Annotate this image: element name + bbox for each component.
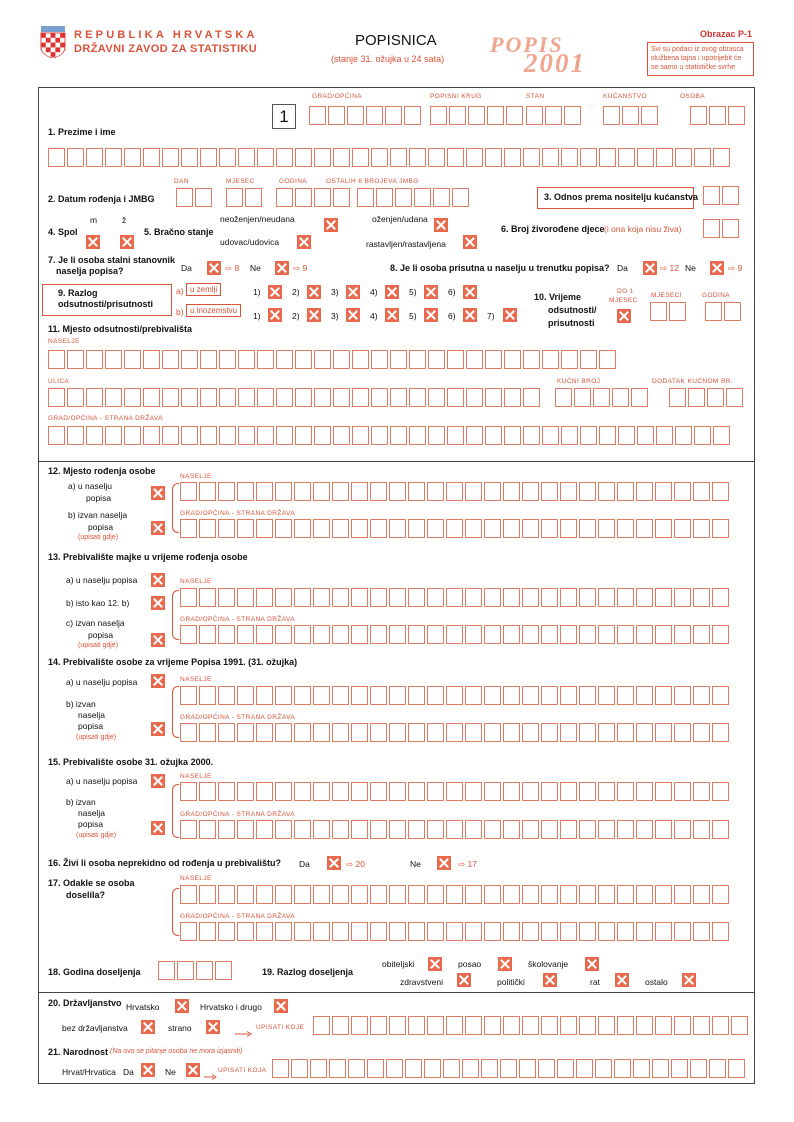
label-do1-mjesec: MJESEC bbox=[609, 297, 638, 304]
q7-yes-goto: ⇨ 8 bbox=[225, 263, 240, 273]
q13-b-label: b) isto kao 12. b) bbox=[66, 598, 130, 608]
q21-no-label: Ne bbox=[165, 1067, 176, 1077]
q13-c-label: c) izvan naselja bbox=[66, 618, 125, 628]
q9a-opt5-checkbox[interactable] bbox=[424, 285, 438, 299]
q10-label-2: odsutnosti/ bbox=[548, 305, 597, 315]
q19-opt7-label: ostalo bbox=[645, 977, 668, 987]
label-jmbg: OSTALIH 6 BROJEVA JMBG bbox=[326, 178, 419, 185]
q9-b-tag: u inozemstvu bbox=[186, 304, 241, 317]
q7-yes-label: Da bbox=[181, 263, 192, 273]
q19-opt2-label: posao bbox=[458, 959, 482, 969]
q9b-opt2-label: 2) bbox=[292, 311, 300, 321]
q20-write-label: UPISATI KOJE bbox=[256, 1024, 305, 1031]
q15-b-note: (upisati gdje) bbox=[76, 832, 117, 839]
q12-b-label: b) izvan naselja bbox=[68, 510, 128, 520]
q9b-opt2-checkbox[interactable] bbox=[307, 308, 321, 322]
q9a-opt5-label: 5) bbox=[409, 287, 417, 297]
birth-day-boxes[interactable] bbox=[176, 188, 214, 207]
q9a-opt4-label: 4) bbox=[370, 287, 378, 297]
q16-yes-label: Da bbox=[299, 859, 310, 869]
q12-b-checkbox[interactable] bbox=[151, 521, 165, 535]
census-logo bbox=[488, 34, 638, 78]
label-grad-opcina: GRAD/OPĆINA bbox=[312, 93, 362, 100]
section-divider bbox=[38, 992, 755, 993]
q8-no-goto: ⇨ 9 bbox=[728, 263, 743, 273]
q20-opt3-checkbox[interactable] bbox=[141, 1020, 155, 1034]
republic-name: REPUBLIKA HRVATSKA bbox=[74, 29, 258, 41]
q15-b-label-2: naselja bbox=[78, 808, 105, 818]
q15-a-checkbox[interactable] bbox=[151, 774, 165, 788]
coat-of-arms-icon bbox=[40, 26, 66, 58]
q21-nationality-boxes[interactable] bbox=[272, 1059, 747, 1078]
q14-b-checkbox[interactable] bbox=[151, 722, 165, 736]
q16-yes-goto: ⇨ 20 bbox=[346, 859, 365, 869]
q20-opt4-checkbox[interactable] bbox=[206, 1020, 220, 1034]
q14-b-note: (upisati gdje) bbox=[76, 734, 117, 741]
institute-name: DRŽAVNI ZAVOD ZA STATISTIKU bbox=[74, 43, 258, 55]
logo-word: POPIS bbox=[490, 32, 564, 57]
q12-grad-label: GRAD/OPĆINA - STRANA DRŽAVA bbox=[180, 510, 295, 517]
osoba-boxes[interactable] bbox=[690, 106, 747, 125]
q9a-opt3-label: 3) bbox=[331, 287, 339, 297]
q9a-opt4-checkbox[interactable] bbox=[385, 285, 399, 299]
label-mjesec: MJESEC bbox=[226, 178, 255, 185]
q9b-opt1-checkbox[interactable] bbox=[268, 308, 282, 322]
label-popisni-krug: POPISNI KRUG bbox=[430, 93, 482, 100]
q9b-opt3-label: 3) bbox=[331, 311, 339, 321]
under-month-checkbox[interactable] bbox=[617, 309, 631, 323]
q14-a-label: a) u naselju popisa bbox=[66, 677, 138, 687]
q14-naselje-boxes[interactable] bbox=[180, 686, 731, 705]
q15-naselje-label: NASELJE bbox=[180, 773, 212, 780]
q12-a-checkbox[interactable] bbox=[151, 486, 165, 500]
stan-boxes[interactable] bbox=[526, 106, 583, 125]
q13-label: 13. Prebivalište majke u vrijeme rođenja osobe bbox=[48, 552, 248, 562]
q19-opt4-label: zdravstveni bbox=[400, 977, 443, 987]
q19-opt1-label: obiteljski bbox=[382, 959, 415, 969]
q16-no-checkbox[interactable] bbox=[437, 856, 451, 870]
q12-a-label-2: popisa bbox=[86, 493, 112, 503]
q21-yes-checkbox[interactable] bbox=[141, 1063, 155, 1077]
q9a-opt3-checkbox[interactable] bbox=[346, 285, 360, 299]
q19-opt5-checkbox[interactable] bbox=[543, 973, 557, 987]
q14-label: 14. Prebivalište osobe za vrijeme Popisa 1991. (31. ožujka) bbox=[48, 657, 298, 667]
confidentiality-notice: Svi su podaci iz ovog obrasca službena tajna i upotrijebit će se samo u statističke svrhe bbox=[647, 42, 754, 76]
q9-a-letter: a) bbox=[176, 286, 184, 296]
q21-yes-label: Da bbox=[123, 1067, 134, 1077]
q7-label: 7. Je li osoba stalni stanovnik bbox=[48, 255, 176, 265]
divorced-checkbox[interactable] bbox=[463, 235, 477, 249]
single-checkbox[interactable] bbox=[324, 218, 338, 232]
q12-naselje-label: NASELJE bbox=[180, 473, 212, 480]
q16-no-goto: ⇨ 17 bbox=[458, 859, 477, 869]
q12-b-note: (upisati gdje) bbox=[78, 534, 119, 541]
birth-month-boxes[interactable] bbox=[226, 188, 264, 207]
q11-grad-label: GRAD/OPĆINA - STRANA DRŽAVA bbox=[48, 415, 163, 422]
label-divorced: rastavljen/rastavljena bbox=[366, 239, 446, 249]
q21-opt-label: Hrvat/Hrvatica bbox=[62, 1067, 116, 1077]
q15-b-checkbox[interactable] bbox=[151, 821, 165, 835]
q9b-opt5-label: 5) bbox=[409, 311, 417, 321]
q17-naselje-label: NASELJE bbox=[180, 875, 212, 882]
female-checkbox[interactable] bbox=[120, 235, 134, 249]
q9a-opt1-label: 1) bbox=[253, 287, 261, 297]
q9b-opt6-label: 6) bbox=[448, 311, 456, 321]
q18-year-boxes[interactable] bbox=[158, 961, 234, 980]
q21-label: 21. Narodnost bbox=[48, 1047, 109, 1057]
q8-yes-label: Da bbox=[617, 263, 628, 273]
q9b-opt3-checkbox[interactable] bbox=[346, 308, 360, 322]
q15-a-label: a) u naselju popisa bbox=[66, 776, 138, 786]
jmbg-boxes[interactable] bbox=[357, 188, 471, 207]
q15-b-label-3: popisa bbox=[78, 819, 104, 829]
q11-label: 11. Mjesto odsutnosti/prebivališta bbox=[48, 324, 193, 334]
q7-label-2: naselja popisa? bbox=[56, 266, 124, 276]
q14-brace bbox=[172, 686, 179, 738]
q11-naselje-boxes[interactable] bbox=[48, 350, 618, 369]
q21-no-checkbox[interactable] bbox=[186, 1063, 200, 1077]
q21-note: (Na ovo se pitanje osoba ne mora izjasniti) bbox=[110, 1048, 243, 1055]
q11-grad-boxes[interactable] bbox=[48, 426, 732, 445]
q13-brace bbox=[172, 590, 179, 640]
q8-no-label: Ne bbox=[685, 263, 696, 273]
q19-opt1-checkbox[interactable] bbox=[428, 957, 442, 971]
q13-c-note: (upisati gdje) bbox=[78, 642, 119, 649]
q6-note: (i ona koja nisu živa) bbox=[604, 224, 682, 234]
logo-year: 2001 bbox=[524, 48, 586, 78]
popisni-krug-boxes[interactable] bbox=[430, 106, 525, 125]
q15-brace bbox=[172, 784, 179, 838]
q9b-opt5-checkbox[interactable] bbox=[424, 308, 438, 322]
q7-yes-checkbox[interactable] bbox=[207, 261, 221, 275]
q9a-opt1-checkbox[interactable] bbox=[268, 285, 282, 299]
label-dan: DAN bbox=[174, 178, 189, 185]
q1-label: 1. Prezime i ime bbox=[48, 127, 116, 137]
q14-b-label-2: naselja bbox=[78, 710, 105, 720]
q9b-opt4-label: 4) bbox=[370, 311, 378, 321]
q12-b-label-2: popisa bbox=[88, 522, 114, 532]
q21-write-label: UPISATI KOJA bbox=[218, 1067, 267, 1074]
q19-label: 19. Razlog doseljenja bbox=[262, 967, 354, 977]
q8-yes-goto: ⇨ 12 bbox=[660, 263, 679, 273]
q14-a-checkbox[interactable] bbox=[151, 674, 165, 688]
q19-opt4-checkbox[interactable] bbox=[457, 973, 471, 987]
q14-b-label-3: popisa bbox=[78, 721, 104, 731]
q15-label: 15. Prebivalište osobe 31. ožujka 2000. bbox=[48, 757, 214, 767]
q17-label-2: doselila? bbox=[66, 890, 106, 900]
q20-opt2-checkbox[interactable] bbox=[274, 999, 288, 1013]
q20-opt4-label: strano bbox=[168, 1023, 192, 1033]
q12-a-label: a) u naselju bbox=[68, 481, 112, 491]
person-number-box[interactable] bbox=[272, 104, 296, 129]
q11-ulica-label: ULICA bbox=[48, 378, 70, 385]
q15-grad-boxes[interactable] bbox=[180, 820, 731, 839]
years-boxes[interactable] bbox=[705, 302, 743, 321]
birth-year-boxes[interactable] bbox=[276, 188, 352, 207]
q10-label-3: prisutnosti bbox=[548, 318, 595, 328]
q10-label: 10. Vrijeme bbox=[534, 292, 582, 302]
q9b-opt7-label: 7) bbox=[487, 311, 495, 321]
label-stan: STAN bbox=[526, 93, 545, 100]
label-months: MJESECI bbox=[651, 292, 682, 299]
q13-naselje-boxes[interactable] bbox=[180, 588, 731, 607]
q7-no-goto: ⇨ 9 bbox=[293, 263, 308, 273]
q16-no-label: Ne bbox=[410, 859, 421, 869]
q9a-opt2-checkbox[interactable] bbox=[307, 285, 321, 299]
form-code: Obrazac P-1 bbox=[700, 29, 753, 39]
q9b-opt7-checkbox[interactable] bbox=[503, 308, 517, 322]
form-title: POPISNICA bbox=[355, 32, 437, 49]
label-years: GODINA bbox=[702, 292, 731, 299]
q16-yes-checkbox[interactable] bbox=[327, 856, 341, 870]
q9-label: 9. Razlog bbox=[58, 288, 98, 298]
q9-b-letter: b) bbox=[176, 307, 184, 317]
q13-grad-boxes[interactable] bbox=[180, 625, 731, 644]
q12-grad-boxes[interactable] bbox=[180, 519, 731, 538]
q15-naselje-boxes[interactable] bbox=[180, 782, 731, 801]
q17-brace bbox=[172, 888, 179, 936]
q11-naselje-label: NASELJE bbox=[48, 338, 80, 345]
q16-label: 16. Živi li osoba neprekidno od rođenja u prebivalištu? bbox=[48, 858, 282, 868]
q20-citizenship-boxes[interactable] bbox=[313, 1016, 750, 1035]
label-widowed: udovac/udovica bbox=[220, 237, 280, 247]
q20-opt1-checkbox[interactable] bbox=[175, 999, 189, 1013]
q19-opt6-label: rat bbox=[590, 977, 600, 987]
section-divider bbox=[38, 461, 755, 462]
q9a-opt6-checkbox[interactable] bbox=[463, 285, 477, 299]
male-checkbox[interactable] bbox=[86, 235, 100, 249]
label-married: oženjen/udana bbox=[372, 214, 428, 224]
q11-dodatak-boxes[interactable] bbox=[669, 388, 745, 407]
q12-brace bbox=[172, 483, 179, 533]
q14-grad-boxes[interactable] bbox=[180, 723, 731, 742]
label-kucanstvo: KUĆANSTVO bbox=[603, 93, 648, 100]
q19-opt7-checkbox[interactable] bbox=[682, 973, 696, 987]
q7-no-label: Ne bbox=[250, 263, 261, 273]
q8-label: 8. Je li osoba prisutna u naselju u trenutku popisa? bbox=[390, 263, 610, 273]
grad-opcina-boxes[interactable] bbox=[309, 106, 423, 125]
q8-yes-checkbox[interactable] bbox=[643, 261, 657, 275]
arrow-right-icon bbox=[235, 1024, 253, 1030]
q13-c-label-2: popisa bbox=[88, 630, 114, 640]
q5-label: 5. Bračno stanje bbox=[144, 227, 214, 237]
q8-no-checkbox[interactable] bbox=[710, 261, 724, 275]
q19-opt6-checkbox[interactable] bbox=[615, 973, 629, 987]
q13-c-checkbox[interactable] bbox=[151, 633, 165, 647]
q9a-opt6-label: 6) bbox=[448, 287, 456, 297]
label-female: ž bbox=[122, 215, 127, 225]
q7-no-checkbox[interactable] bbox=[275, 261, 289, 275]
months-boxes[interactable] bbox=[650, 302, 688, 321]
form-subtitle: (stanje 31. ožujka u 24 sata) bbox=[331, 54, 445, 64]
q9b-opt6-checkbox[interactable] bbox=[463, 308, 477, 322]
q11-dodatak-label: DODATAK KUĆNOM BR. bbox=[652, 378, 733, 385]
q9-label-2: odsutnosti/prisutnosti bbox=[58, 299, 153, 309]
q17-grad-boxes[interactable] bbox=[180, 922, 731, 941]
q19-opt3-checkbox[interactable] bbox=[585, 957, 599, 971]
q11-ulica-boxes[interactable] bbox=[48, 388, 542, 407]
q13-a-label: a) u naselju popisa bbox=[66, 575, 138, 585]
q14-grad-label: GRAD/OPĆINA - STRANA DRŽAVA bbox=[180, 714, 295, 721]
label-single: neoženjen/neudana bbox=[220, 214, 295, 224]
label-godina: GODINA bbox=[279, 178, 308, 185]
q19-opt3-label: školovanje bbox=[528, 959, 569, 969]
q17-label: 17. Odakle se osoba bbox=[48, 878, 135, 888]
married-checkbox[interactable] bbox=[434, 218, 448, 232]
q9b-opt4-checkbox[interactable] bbox=[385, 308, 399, 322]
q18-label: 18. Godina doseljenja bbox=[48, 967, 141, 977]
q9b-opt1-label: 1) bbox=[253, 311, 261, 321]
q4-label: 4. Spol bbox=[48, 227, 78, 237]
q14-b-label: b) izvan bbox=[66, 699, 96, 709]
q2-label: 2. Datum rođenja i JMBG bbox=[48, 194, 155, 204]
kucanstvo-boxes[interactable] bbox=[603, 106, 660, 125]
q13-b-checkbox[interactable] bbox=[151, 596, 165, 610]
q19-opt5-label: politički bbox=[497, 977, 525, 987]
q20-opt1-label: Hrvatsko bbox=[126, 1002, 160, 1012]
q13-grad-label: GRAD/OPĆINA - STRANA DRŽAVA bbox=[180, 616, 295, 623]
relationship-boxes[interactable] bbox=[703, 186, 741, 205]
q11-kucni-broj-label: KUĆNI BROJ bbox=[557, 378, 601, 385]
q15-grad-label: GRAD/OPĆINA - STRANA DRŽAVA bbox=[180, 811, 295, 818]
widowed-checkbox[interactable] bbox=[297, 235, 311, 249]
q3-label: 3. Odnos prema nositelju kućanstva bbox=[544, 192, 699, 202]
q13-naselje-label: NASELJE bbox=[180, 578, 212, 585]
q15-b-label: b) izvan bbox=[66, 797, 96, 807]
q12-naselje-boxes[interactable] bbox=[180, 482, 731, 501]
q19-opt2-checkbox[interactable] bbox=[498, 957, 512, 971]
q20-opt3-label: bez državljanstva bbox=[62, 1023, 128, 1033]
q11-kucni-broj-boxes[interactable] bbox=[555, 388, 650, 407]
arrow-right-icon bbox=[204, 1067, 218, 1073]
q13-a-checkbox[interactable] bbox=[151, 573, 165, 587]
person-number: 1 bbox=[279, 107, 289, 126]
q9a-opt2-label: 2) bbox=[292, 287, 300, 297]
q20-label: 20. Državljanstvo bbox=[48, 998, 122, 1008]
label-osoba: OSOBA bbox=[680, 93, 706, 100]
q17-naselje-boxes[interactable] bbox=[180, 885, 731, 904]
q20-opt2-label: Hrvatsko i drugo bbox=[200, 1002, 262, 1012]
label-male: m bbox=[90, 215, 98, 225]
q6-label: 6. Broj živorođene djece bbox=[501, 224, 605, 234]
q9-a-tag: u zemlji bbox=[186, 283, 221, 296]
children-boxes[interactable] bbox=[703, 219, 741, 238]
q14-naselje-label: NASELJE bbox=[180, 676, 212, 683]
label-do1: DO 1 bbox=[617, 288, 634, 295]
q17-grad-label: GRAD/OPĆINA - STRANA DRŽAVA bbox=[180, 913, 295, 920]
name-input-boxes[interactable] bbox=[48, 148, 732, 167]
q12-label: 12. Mjesto rođenja osobe bbox=[48, 466, 156, 476]
